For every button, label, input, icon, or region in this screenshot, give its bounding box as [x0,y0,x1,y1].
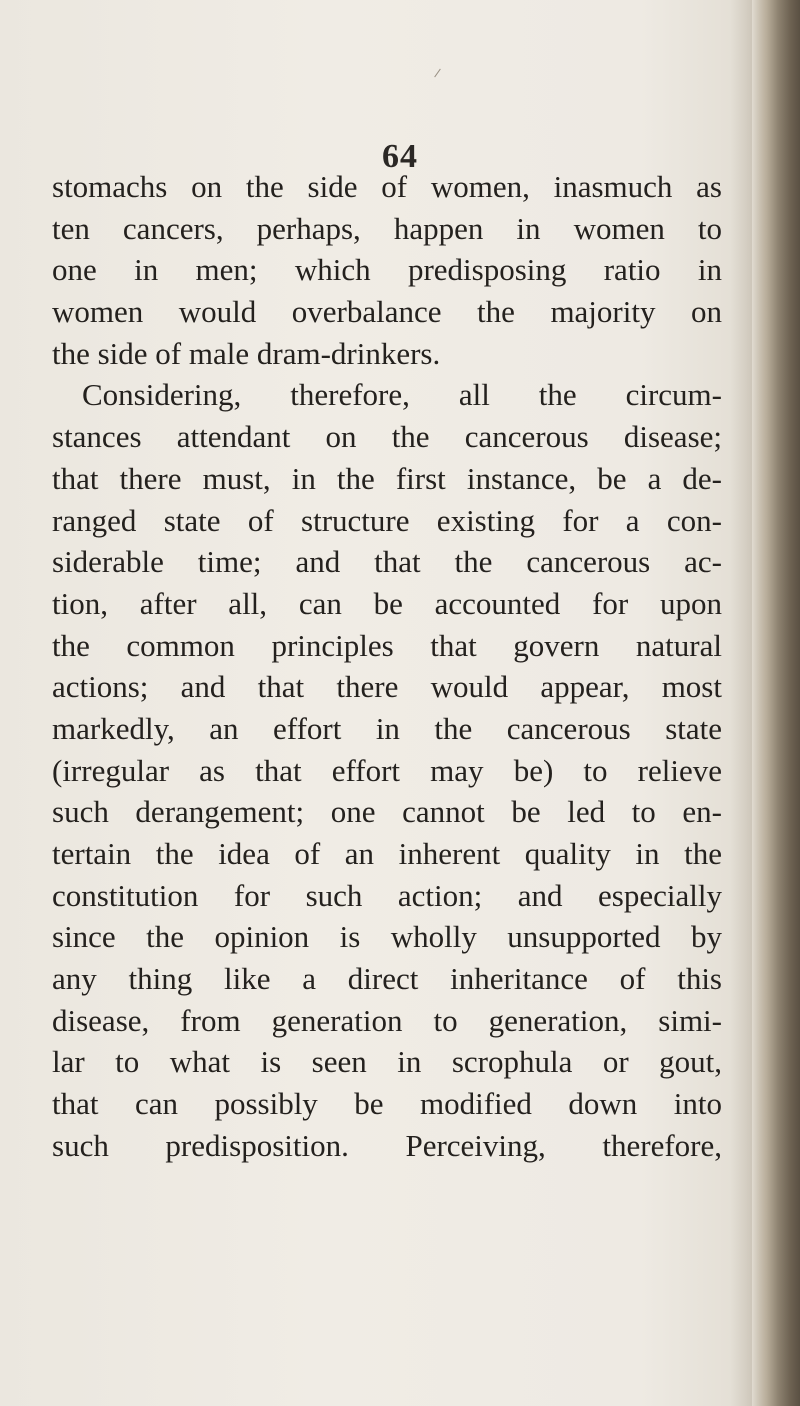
text-line: ranged state of structure existing for a con- [52,502,722,538]
text-line: any thing like a direct inheritance of this [52,961,722,997]
text-line: markedly, an effort in the cancerous state [52,710,722,746]
page-number: 64 [382,138,418,175]
book-spine-edge [752,0,800,1406]
text-line: women would overbalance the majority on [52,294,722,330]
text-line: since the opinion is wholly unsupported by [52,919,722,955]
text-line: the common principles that govern natural [52,627,722,663]
text-line: Considering, therefore, all the circum- [82,377,722,413]
text-line: tertain the idea of an inherent quality in the [52,836,722,871]
text-line: that there must, in the first instance, be a de- [52,460,722,496]
text-line: ten cancers, perhaps, happen in women to [52,210,722,246]
text-line: siderable time; and that the cancerous ac- [52,544,722,580]
text-line: such predisposition. Perceiving, therefore, [52,1127,722,1163]
text-line: (irregular as that effort may be) to relieve [52,752,722,788]
text-line: lar to what is seen in scrophula or gout, [52,1044,722,1080]
text-line: tion, after all, can be accounted for upon [52,585,722,621]
paper-speck [434,69,441,78]
text-line: disease, from generation to generation, simi- [52,1002,722,1038]
gutter-shadow [730,0,752,1406]
text-line: actions; and that there would appear, most [52,669,722,705]
text-line: one in men; which predisposing ratio in [52,252,722,288]
body-text [52,166,722,1167]
text-line: stomachs on the side of women, inasmuch as [52,169,722,204]
text-line: the side of male dram-drinkers. [52,335,441,371]
text-line: constitution for such action; and especially [52,877,722,913]
text-line: stances attendant on the cancerous disease; [52,419,722,455]
text-line: such derangement; one cannot be led to en- [52,794,722,830]
text-line: that can possibly be modified down into [52,1086,722,1122]
